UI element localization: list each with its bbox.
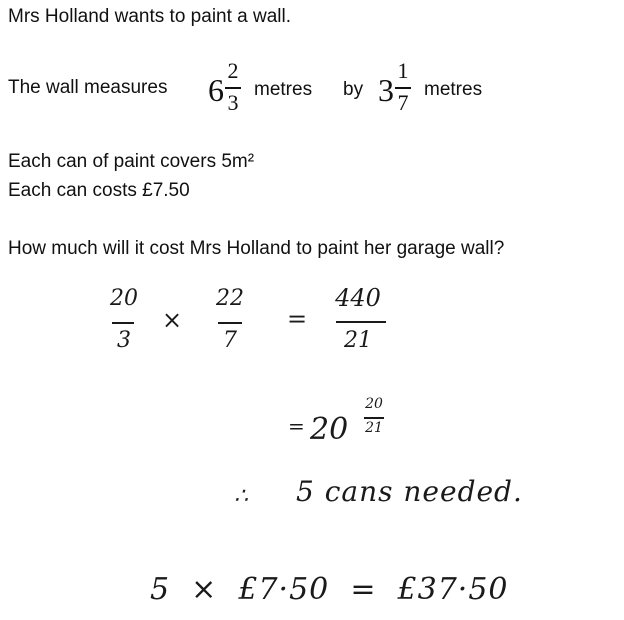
mixed-denominator: 7 — [397, 90, 409, 115]
wall-measures-label: The wall measures — [8, 77, 168, 98]
mixed-whole: 3 — [378, 72, 394, 108]
fraction-denominator: 7 — [223, 328, 237, 353]
unit-metres-1: metres — [254, 79, 313, 100]
cost-line: Each can costs £7.50 — [8, 180, 190, 201]
coverage-line: Each can of paint covers 5m² — [8, 151, 255, 172]
fraction-bar — [112, 322, 134, 324]
fraction-numerator: 20 — [365, 396, 383, 412]
unit-metres-2: metres — [424, 79, 483, 100]
fraction-denominator: 21 — [344, 328, 372, 353]
fraction-numerator: 20 — [110, 286, 138, 311]
fraction-bar — [218, 322, 242, 324]
multiply-sign: × — [162, 306, 183, 334]
by-label: by — [343, 79, 364, 100]
mixed-numerator: 1 — [397, 58, 409, 83]
equals-sign-2: = — [288, 414, 305, 438]
mixed-whole: 6 — [208, 72, 224, 108]
therefore-symbol: ∴ — [234, 484, 248, 509]
fraction-denominator: 3 — [117, 328, 131, 353]
mixed-number-length — [208, 58, 248, 120]
mixed-denominator: 3 — [227, 90, 239, 115]
fraction-bar — [395, 87, 411, 89]
question-line-1: Mrs Holland wants to paint a wall. — [8, 6, 292, 27]
fraction-bar — [336, 321, 386, 323]
mixed-numerator: 2 — [227, 58, 239, 83]
question-line: How much will it cost Mrs Holland to paint her garage wall? — [8, 238, 505, 259]
equals-sign: = — [287, 305, 308, 333]
fraction-denominator: 21 — [365, 420, 383, 436]
fraction-numerator: 22 — [216, 286, 244, 311]
fraction-numerator: 440 — [335, 284, 381, 312]
final-calculation: 5 × £7·50 = £37·50 — [150, 572, 509, 607]
mixed-whole-20: 20 — [310, 412, 349, 447]
mixed-number-width — [378, 58, 418, 120]
fraction-bar — [225, 87, 241, 89]
fraction-bar — [364, 417, 384, 419]
cans-needed-line: 5 cans needed. — [296, 475, 523, 508]
